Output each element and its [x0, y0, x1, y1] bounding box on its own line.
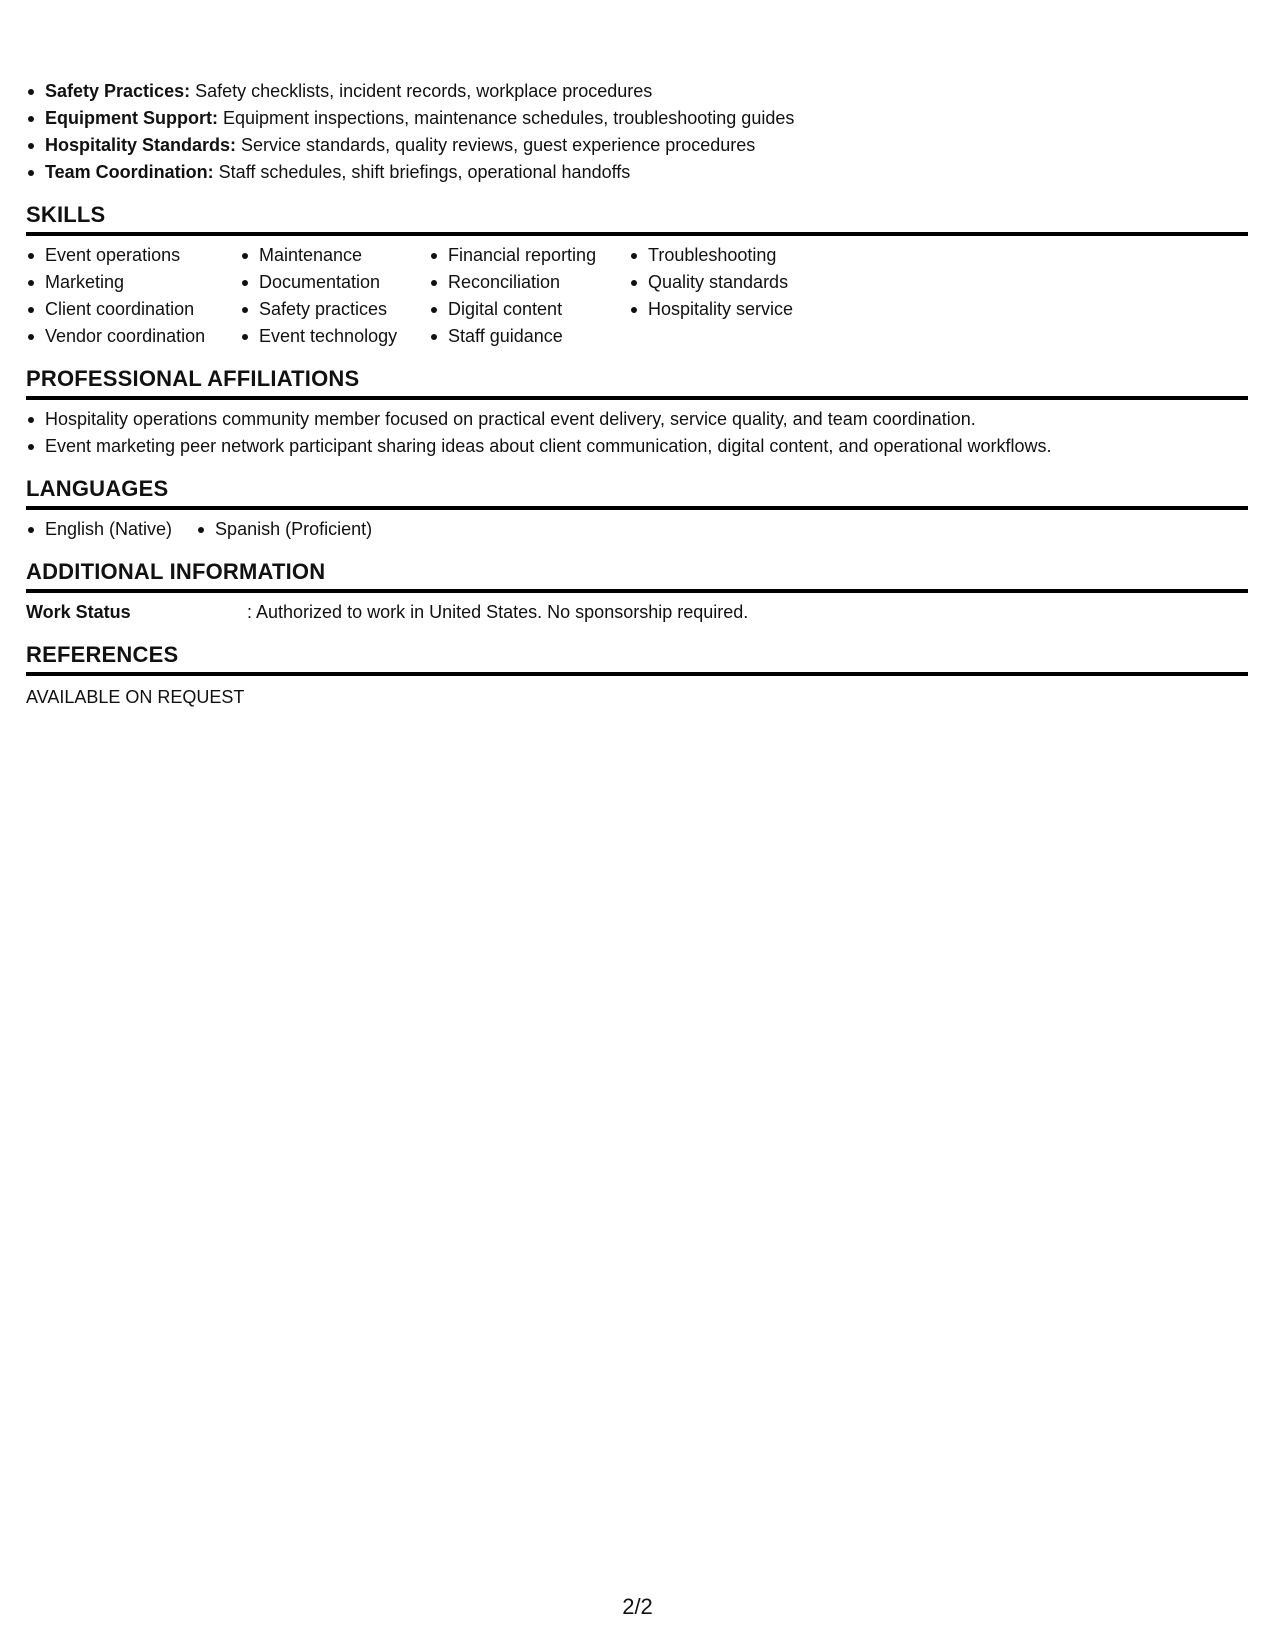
affiliation-item: Event marketing peer network participant sharing ideas about client communication, digital content, and operational workflows. — [26, 433, 1248, 460]
skill-item: Event technology — [240, 323, 405, 350]
languages-section — [26, 476, 1248, 543]
item-label: Team Coordination: — [45, 162, 214, 182]
item-text: Safety checklists, incident records, workplace procedures — [190, 81, 653, 101]
skill-item: Financial reporting — [429, 242, 605, 269]
work-status-value: : Authorized to work in United States. No sponsorship required. — [247, 602, 749, 622]
skill-item: Safety practices — [240, 296, 405, 323]
skill-item: Event operations — [26, 242, 216, 269]
affiliation-item: Hospitality operations community member focused on practical event delivery, service quality, and team coordination. — [26, 406, 1248, 433]
item-text: Staff schedules, shift briefings, operational handoffs — [213, 162, 631, 182]
skills-column-2 — [240, 242, 405, 350]
skill-item: Client coordination — [26, 296, 216, 323]
affiliations-section — [26, 366, 1248, 460]
affiliations-list — [26, 406, 1248, 460]
item-text: Service standards, quality reviews, guest experience procedures — [236, 135, 756, 155]
skill-item: Quality standards — [629, 269, 829, 296]
item-label: Safety Practices: — [45, 81, 191, 101]
skill-item: Documentation — [240, 269, 405, 296]
language-item: Spanish (Proficient) — [196, 516, 372, 543]
skills-column-1 — [26, 242, 216, 350]
list-item — [26, 132, 1248, 159]
resume-page — [26, 78, 1248, 711]
skill-item: Marketing — [26, 269, 216, 296]
skills-section — [26, 202, 1248, 350]
work-status-row — [26, 599, 1248, 626]
section-heading-skills: SKILLS — [26, 202, 1248, 236]
skills-column-3 — [429, 242, 605, 350]
carryover-experience-list — [26, 78, 1248, 186]
item-label: Hospitality Standards: — [45, 135, 237, 155]
skill-item: Troubleshooting — [629, 242, 829, 269]
skill-item: Hospitality service — [629, 296, 829, 323]
skill-item: Staff guidance — [429, 323, 605, 350]
section-heading-languages: LANGUAGES — [26, 476, 1248, 510]
references-section — [26, 642, 1248, 711]
list-item — [26, 78, 1248, 105]
work-status-label: Work Status — [26, 602, 131, 622]
references-text: AVAILABLE ON REQUEST — [26, 687, 245, 707]
skills-column-4 — [629, 242, 829, 350]
section-heading-references: REFERENCES — [26, 642, 1248, 676]
item-label: Equipment Support: — [45, 108, 218, 128]
languages-list — [26, 516, 1248, 543]
skill-item: Digital content — [429, 296, 605, 323]
item-text: Equipment inspections, maintenance schedules, troubleshooting guides — [217, 108, 795, 128]
list-item — [26, 105, 1248, 132]
section-heading-additional-info: ADDITIONAL INFORMATION — [26, 559, 1248, 593]
language-item: English (Native) — [26, 516, 172, 543]
skills-grid — [26, 242, 1248, 350]
additional-info-section — [26, 559, 1248, 626]
list-item — [26, 159, 1248, 186]
section-heading-affiliations: PROFESSIONAL AFFILIATIONS — [26, 366, 1248, 400]
page-number: 2/2 — [622, 1594, 653, 1619]
skill-item: Maintenance — [240, 242, 405, 269]
skill-item: Reconciliation — [429, 269, 605, 296]
skill-item: Vendor coordination — [26, 323, 216, 350]
